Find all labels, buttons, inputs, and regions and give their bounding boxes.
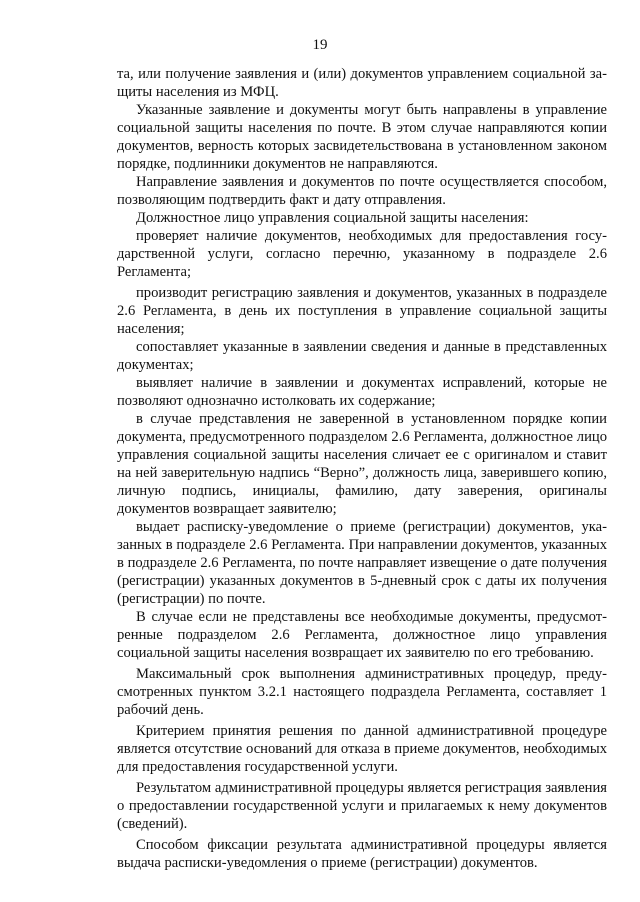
- paragraph: Должностное лицо управления социальной защиты населения:: [136, 210, 529, 226]
- paragraph: Критерием принятия решения по данной административной процедуре является отсутствие оснований для отказа в приеме документов, необходимых для предоставления государственной услуги.: [117, 723, 607, 775]
- paragraph: Указанные заявление и документы могут быть направлены в управление социальной защиты населения по почте. В этом случае направляются копии документов, верность которых засвидетельствована в установленном законом порядке, подлинники документов не направляются.: [117, 102, 607, 172]
- paragraph: В случае если не представлены все необходимые документы, предусмотренные подразделом 2.6 Регламента, должностное лицо управления социальной защиты населения возвращает их заявителю по его требованию.: [117, 609, 607, 661]
- document-body: [117, 65, 607, 872]
- paragraph: Результатом административной процедуры является регистрация заявления о предоставлении государственной услуги и прилагаемых к нему документов (сведений).: [117, 780, 607, 832]
- paragraph: выдает расписку-уведомление о приеме (регистрации) документов, указанных в подразделе 2.6 Регламента. При направлении документов, указанных в подразделе 2.6 Регламента, по почте направляет извещение о дате получения (регистрации) указанных документов в 5-дневный срок с даты их получения (регистрации) по почте.: [117, 519, 607, 607]
- page-number: 19: [312, 37, 328, 53]
- paragraph: выявляет наличие в заявлении и документах исправлений, которые не позволяют однозначно истолковать их содержание;: [117, 375, 607, 409]
- paragraph: проверяет наличие документов, необходимых для предоставления государственной услуги, согласно перечню, указанному в подразделе 2.6 Регламента;: [117, 228, 607, 280]
- paragraph: Максимальный срок выполнения административных процедур, предусмотренных пунктом 3.2.1 настоящего подраздела Регламента, составляет 1 рабочий день.: [117, 666, 607, 718]
- paragraph: в случае представления не заверенной в установленном порядке копии документа, предусмотренного подразделом 2.6 Регламента, должностное лицо управления социальной защиты населения сличает ее с оригиналом и ставит на ней заверительную надпись “Верно”, должность лица, заверившего копию, личную подпись, инициалы, фамилию, дату заверения, оригиналы документов возвращает заявителю;: [117, 411, 607, 517]
- paragraph: Направление заявления и документов по почте осуществляется способом, позволяющим подтвердить факт и дату отправления.: [117, 174, 607, 208]
- paragraph: сопоставляет указанные в заявлении сведения и данные в представленных документах;: [117, 339, 607, 373]
- paragraph: Способом фиксации результата административной процедуры является выдача расписки-уведомления о приеме (регистрации) документов.: [117, 837, 607, 871]
- paragraph: та, или получение заявления и (или) документов управлением социальной защиты населения из МФЦ.: [117, 66, 607, 100]
- paragraph: производит регистрацию заявления и документов, указанных в подразделе 2.6 Регламента, в день их поступления в управление социальной защиты населения;: [117, 285, 607, 337]
